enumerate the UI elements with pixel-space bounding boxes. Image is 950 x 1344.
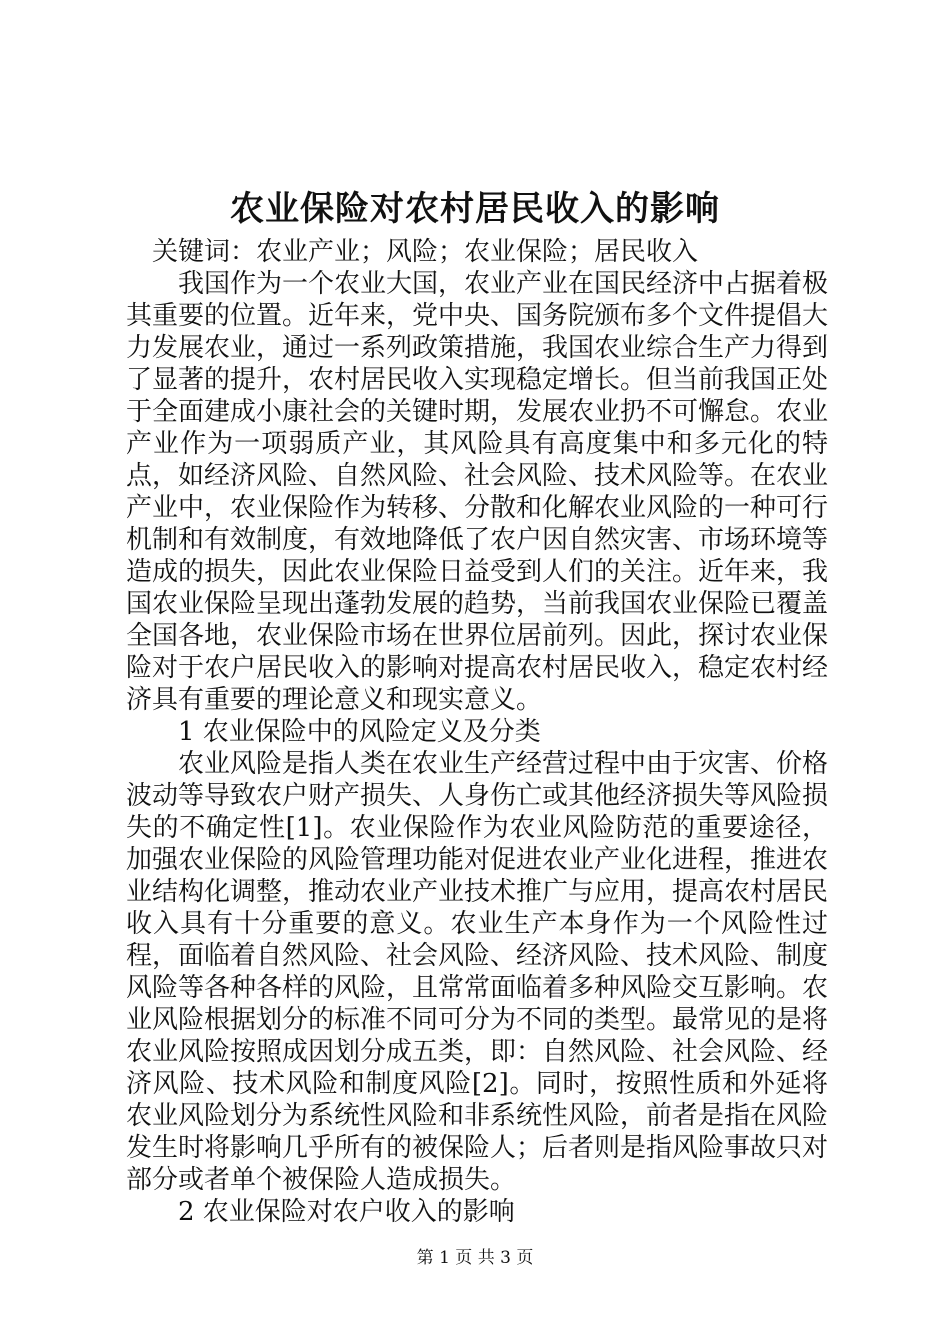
document-title: 农业保险对农村居民收入的影响 (230, 189, 720, 229)
document-body (126, 236, 828, 1228)
page-number-footer: 第 1 页 共 3 页 (416, 1248, 534, 1268)
keywords-line: 关键词：农业产业；风险；农业保险；居民收入 (152, 237, 699, 267)
section-1-paragraph: 农业风险是指人类在农业生产经营过程中由于灾害、价格波动等导致农户财产损失、人身伤亡或其他经济损失等风险损失的不确定性[1]。农业保险作为农业风险防范的重要途径，加强农业保险的风险管理功能对促进农业产业化进程，推进农业结构化调整，推动农业产业技术推广与应用，提高农村居民收入具有十分重要的意义。农业生产本身作为一个风险性过程，面临着自然风险、社会风险、经济风险、技术风险、制度风险等各种各样的风险，且常常面临着多种风险交互影响。农业风险根据划分的标准不同可分为不同的类型。最常见的是将农业风险按照成因划分成五类，即：自然风险、社会风险、经济风险、技术风险和制度风险[2]。同时，按照性质和外延将农业风险划分为系统性风险和非系统性风险，前者是指在风险发生时将影响几乎所有的被保险人；后者则是指风险事故只对部分或者单个被保险人造成损失。 (126, 749, 829, 1195)
section-2-heading: 2 农业保险对农户收入的影响 (178, 1197, 515, 1227)
intro-paragraph: 我国作为一个农业大国，农业产业在国民经济中占据着极其重要的位置。近年来，党中央、国务院颁布多个文件提倡大力发展农业，通过一系列政策措施，我国农业综合生产力得到了显著的提升，农村居民收入实现稳定增长。但当前我国正处于全面建成小康社会的关键时期，发展农业扔不可懈怠。农业产业作为一项弱质产业，其风险具有高度集中和多元化的特点，如经济风险、自然风险、社会风险、技术风险等。在农业产业中，农业保险作为转移、分散和化解农业风险的一种可行机制和有效制度，有效地降低了农户因自然灾害、市场环境等造成的损失，因此农业保险日益受到人们的关注。近年来，我国农业保险呈现出蓬勃发展的趋势，当前我国农业保险已覆盖全国各地，农业保险市场在世界位居前列。因此，探讨农业保险对于农户居民收入的影响对提高农村居民收入，稳定农村经济具有重要的理论意义和现实意义。 (126, 269, 829, 715)
section-1-heading: 1 农业保险中的风险定义及分类 (178, 717, 541, 747)
